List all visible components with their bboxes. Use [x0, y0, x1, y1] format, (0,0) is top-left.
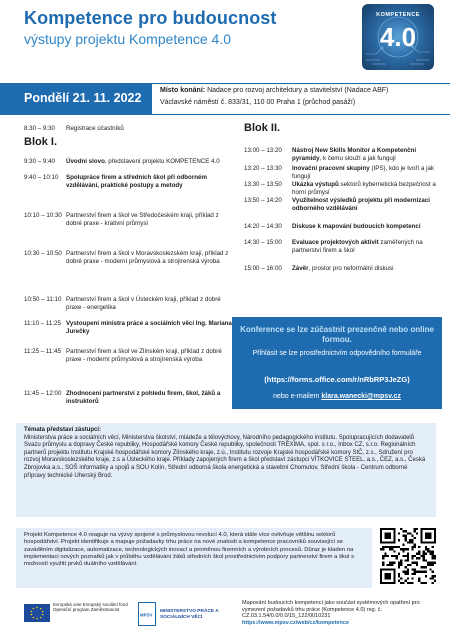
description-bold: Vystoupení ministra práce a sociálních věcí Ing. Mariana Jurečky — [66, 320, 232, 335]
qr-code-graphic — [380, 528, 436, 584]
time: 10:50 – 11:10 — [24, 296, 62, 303]
description-text: Partnerství firem a škol v Moravskoslezském kraji, příklad z dobré praxe - moderní průmyslová a strojírenská výroba — [66, 250, 229, 265]
date-box — [0, 83, 150, 115]
description — [292, 223, 442, 231]
description — [292, 197, 442, 212]
place-name: Nadace pro rozvoj architektury a stavitelství (Nadace ABF) — [207, 87, 389, 94]
description — [292, 147, 442, 162]
time: 13:50 – 14:20 — [244, 197, 282, 204]
description — [292, 265, 442, 273]
description — [66, 320, 234, 335]
description-text: sektorů kybernetická bezpečnost a horní průmysl — [292, 181, 436, 196]
description — [66, 212, 234, 227]
description-text: Partnerství firem a škol ve Středočeském kraji, příklad z dobré praxe - krativní průmysl — [66, 212, 219, 227]
place-box — [152, 83, 450, 115]
description-text: (IPS), kdo je tvoří a jak fungují — [292, 165, 435, 180]
time: 15:00 – 16:00 — [244, 265, 282, 272]
description-bold: Spolupráce firem a středních škol při odborném vzdělávání, praktické postupy a metody — [66, 174, 207, 189]
event-date: Pondělí 21. 11. 2022 — [24, 91, 142, 105]
description-bold: Úvodní slovo — [66, 158, 105, 165]
place-address: Václavské náměstí č. 833/31, 110 00 Praha 1 (průchod pasáží) — [160, 99, 356, 106]
time: 11:25 – 11:45 — [24, 348, 61, 355]
footer-info-text: Mapování budoucích kompetencí jako součást systémových opatření pro vymezení požadavků trhu práce (Kompetence 4.0) reg. č. CZ.03.1.54/0.0/0.0/15_122/0010231 — [242, 600, 420, 620]
time: 14:30 – 15:00 — [244, 239, 282, 246]
time: 8:30 – 9:30 — [24, 125, 55, 132]
description-text: Partnerství firem a škol v Ústeckém kraji, příklad z dobré praxe - energetika — [66, 296, 221, 311]
description-text: , prostor pro neformální diskusi — [308, 265, 394, 272]
description — [66, 296, 234, 311]
conference-title: Konference se lze zúčastnit prezenčně nebo online formou. — [240, 325, 434, 344]
description: Registrace účastníků — [66, 125, 124, 132]
mail-link[interactable]: klara.wanecki@mpsv.cz — [321, 393, 401, 400]
time: 13:00 – 13:20 — [244, 147, 282, 154]
mail-prefix: nebo e-mailem — [273, 393, 320, 400]
mpsv-text: MINISTERSTVO PRÁCE A SOCIÁLNÍCH VĚCÍ — [160, 609, 219, 620]
time: 11:45 – 12:00 — [24, 390, 62, 397]
description-bold: Využitelnost výsledků projektu při modernizaci odborného vzdělávání — [292, 197, 430, 212]
description-bold: Evaluace projektových aktivit — [292, 239, 379, 246]
description-text: , k čemu slouží a jak fungují — [319, 154, 396, 162]
time: 9:40 – 10:10 — [24, 174, 59, 181]
place-label: Místo konání: — [160, 87, 206, 94]
description-text: Partnerství firem a škol ve Zlínském kraji, příklad z dobré praxe - moderní průmyslová a strojírenská výroba — [66, 348, 222, 363]
form-link[interactable]: (https://forms.office.com/r/nRbRP3JeZG) — [264, 375, 410, 384]
time: 14:20 – 14:30 — [244, 223, 282, 230]
description — [66, 158, 234, 166]
description — [66, 250, 234, 265]
description — [66, 390, 234, 405]
program-right — [244, 122, 444, 310]
time: 13:30 – 13:50 — [244, 181, 282, 188]
page-subtitle: výstupy projektu Kompetence 4.0 — [24, 31, 232, 47]
logo-top-text: KOMPETENCE — [376, 12, 420, 18]
program-left — [24, 125, 234, 420]
date-bar — [0, 83, 450, 115]
mpsv-logo-icon — [138, 602, 156, 626]
conference-sub: Přihlásit se lze prostřednictvím odpovědního formuláře — [252, 350, 422, 357]
time: 10:10 – 10:30 — [24, 212, 62, 219]
time: 10:30 – 10:50 — [24, 250, 62, 257]
eu-flag-icon — [24, 604, 50, 622]
description-bold: Závěr — [292, 265, 309, 272]
description — [292, 181, 442, 196]
footer-info — [242, 600, 440, 626]
speakers-box — [16, 423, 436, 517]
eu-text: Evropská unie Evropský sociální fond Operační program Zaměstnanost — [53, 602, 128, 613]
description-text: , představení projektu KOMPETENCE 4.0 — [104, 158, 220, 165]
description-bold: Ukázka výstupů — [292, 181, 339, 188]
page-title: Kompetence pro budoucnost — [24, 8, 277, 28]
description — [292, 165, 442, 180]
blok1-title: Blok I. — [24, 136, 58, 148]
kompetence-logo — [362, 4, 434, 70]
time: 11:10 – 11:25 — [24, 320, 61, 327]
description-text: zaměřených na partnerství firem a škol — [292, 239, 423, 254]
description-bold: Inovační pracovní skupiny — [292, 165, 370, 172]
header — [0, 0, 450, 80]
description — [292, 239, 442, 254]
time: 9:30 – 9:40 — [24, 158, 55, 165]
time: 13:20 – 13:30 — [244, 165, 282, 172]
description — [66, 348, 234, 363]
about-box — [16, 528, 372, 588]
about-text: Projekt Kompetence 4.0 reaguje na výzvy spojené s průmyslovou revolucí 4.0, která stále více ovlivňuje většinu sektorů hospodářství. Projekt identifikuje a mapuje požadavky trhu práce na nové znalosti a kompetence pracovníků související se zaváděním digitalizace, automatizace, technologických inovací a proměnou firemních a výrobních procesů. Důraz je kladen na implementaci nových poznatků jak v průběhu vzdělávání žáků středních škol prostřednictvím podpory partnerství firem a škol s možností využití prvků duálního vzdělávání. — [24, 532, 355, 568]
description — [66, 174, 234, 189]
description-bold: Diskuse k mapování budoucích kompetencí — [292, 223, 421, 230]
mpsv-abbr: MPSV — [139, 612, 153, 618]
conference-mail — [232, 393, 442, 400]
place-line — [160, 87, 388, 94]
conference-box — [232, 317, 442, 409]
speakers-heading: Témata představí zástupci: — [24, 427, 102, 433]
description-bold: Nástroj New Skills Monitor a Kompetenční pyramidy — [292, 147, 417, 162]
logo-main-text: 4.0 — [379, 22, 417, 52]
qr-code-icon[interactable] — [380, 528, 436, 584]
speakers-text: Ministerstva práce a sociálních věcí, Ministerstva školství, mládeže a tělovýchovy, Národního pedagogického institutu. Spolupracujících dodavatelů Svazu průmyslu a dopravy České republiky, Hospodářské komory České republiky, společnosti TREXIMA, spol. s r.o., Inbox CZ, s.r.o. Regionálních partnerů projektu Institutu Krajské hospodářské komory Zlínského kraje, z.ú., Institutu rozvoje Krajské hospodářské komory StČ, z.s., Sdružení pro rozvoj Moravskoslezského kraje, z.s a Ústeckého kraje. Příklady zapojených firem a škol představí zástupci VÍTKOVICE STEEL, a.s., ČEZ, a.s., Česká Zbrojovka a.s., SOŠ informatiky a spojů a SOU Kolín, Střední odborná škola energetická a stavební Chomutov, Střední škola - Centrum odborné přípravy technické Uherský Brod. — [24, 434, 426, 479]
description-bold: Zhodnocení partnerství z pohledu firem, škol, žáků a instruktorů — [66, 390, 221, 405]
footer-link[interactable]: https://www.mpsv.cz/web/cz/kompetence — [242, 619, 349, 626]
blok2-title: Blok II. — [244, 122, 281, 134]
